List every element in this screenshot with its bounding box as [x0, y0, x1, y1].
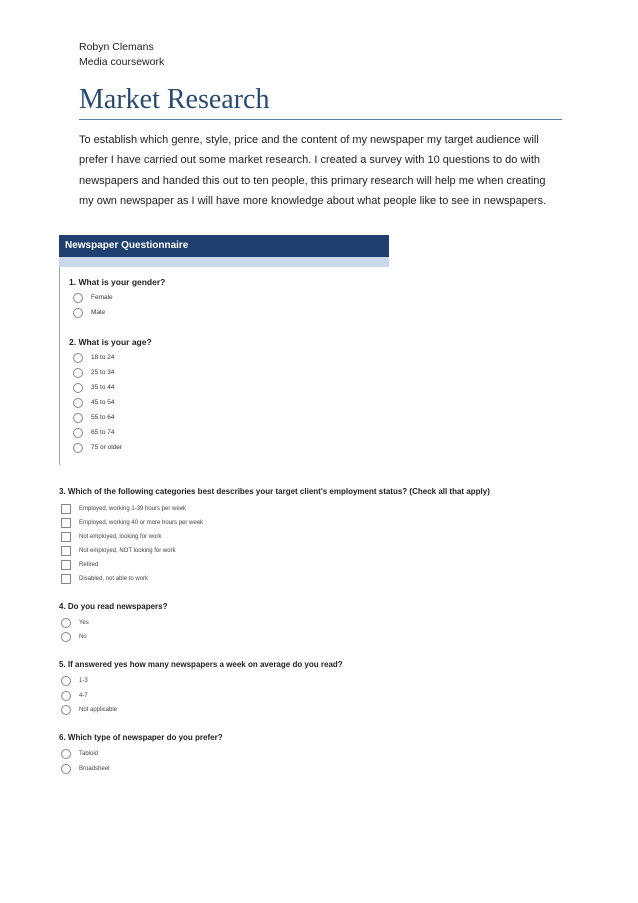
option-age[interactable]: 35 to 44 [73, 383, 115, 393]
radio-icon[interactable] [73, 353, 83, 363]
checkbox-icon[interactable] [61, 546, 71, 556]
radio-icon[interactable] [61, 632, 71, 642]
checkbox-icon[interactable] [61, 518, 71, 528]
radio-icon[interactable] [73, 368, 83, 378]
option-tabloid[interactable]: Tabloid [61, 749, 98, 759]
option-female[interactable]: Female [73, 293, 113, 303]
option-employment[interactable]: Employed, working 1-39 hours per week [61, 504, 186, 514]
option-age[interactable]: 75 or older [73, 443, 122, 453]
option-age[interactable]: 65 to 74 [73, 428, 115, 438]
option-yes[interactable]: Yes [61, 618, 89, 628]
radio-icon[interactable] [73, 443, 83, 453]
questionnaire-header-strip [59, 257, 389, 267]
document-header [79, 40, 164, 70]
option-frequency[interactable]: Not applicable [61, 705, 117, 715]
radio-icon[interactable] [61, 749, 71, 759]
option-frequency[interactable]: 4-7 [61, 691, 88, 701]
question-5: 5. If answered yes how many newspapers a week on average do you read? [59, 660, 343, 669]
radio-icon[interactable] [73, 383, 83, 393]
checkbox-icon[interactable] [61, 532, 71, 542]
radio-icon[interactable] [73, 293, 83, 303]
question-2: 2. What is your age? [69, 337, 152, 347]
questionnaire-header: Newspaper Questionnaire [59, 235, 389, 257]
option-age[interactable]: 45 to 54 [73, 398, 115, 408]
option-employment[interactable]: Not employed, NOT looking for work [61, 546, 176, 556]
radio-icon[interactable] [61, 691, 71, 701]
radio-icon[interactable] [73, 428, 83, 438]
intro-paragraph: To establish which genre, style, price and the content of my newspaper my target audience will prefer I have carried out some market research. I created a survey with 10 questions to do with newspapers and handed this out to ten people, this primary research will help me when creating my own newspaper as I will have more knowledge about what people like to see in newspapers. [79, 134, 547, 207]
option-age[interactable]: 18 to 24 [73, 353, 115, 363]
checkbox-icon[interactable] [61, 574, 71, 584]
question-1: 1. What is your gender? [69, 277, 166, 287]
questionnaire-screenshot-1 [59, 235, 389, 465]
question-3: 3. Which of the following categories best describes your target client's employment status? (Check all that apply) [59, 487, 490, 496]
radio-icon[interactable] [61, 764, 71, 774]
checkbox-icon[interactable] [61, 560, 71, 570]
page-title: Market Research [79, 84, 562, 120]
option-employment[interactable]: Disabled, not able to work [61, 574, 148, 584]
option-frequency[interactable]: 1-3 [61, 676, 88, 686]
option-age[interactable]: 25 to 34 [73, 368, 115, 378]
radio-icon[interactable] [61, 705, 71, 715]
author-name: Robyn Clemans [79, 41, 154, 53]
radio-icon[interactable] [61, 618, 71, 628]
document-subtitle: Media coursework [79, 56, 165, 68]
option-age[interactable]: 55 to 64 [73, 413, 115, 423]
radio-icon[interactable] [61, 676, 71, 686]
question-6: 6. Which type of newspaper do you prefer? [59, 733, 223, 742]
questionnaire-screenshot-2 [59, 483, 509, 783]
option-broadsheet[interactable]: Broadsheet [61, 764, 110, 774]
option-employment[interactable]: Retired [61, 560, 98, 570]
checkbox-icon[interactable] [61, 504, 71, 514]
radio-icon[interactable] [73, 413, 83, 423]
option-male[interactable]: Male [73, 308, 105, 318]
option-employment[interactable]: Employed, working 40 or more hours per week [61, 518, 203, 528]
option-no[interactable]: No [61, 632, 87, 642]
option-employment[interactable]: Not employed, looking for work [61, 532, 161, 542]
radio-icon[interactable] [73, 398, 83, 408]
radio-icon[interactable] [73, 308, 83, 318]
question-4: 4. Do you read newspapers? [59, 602, 168, 611]
